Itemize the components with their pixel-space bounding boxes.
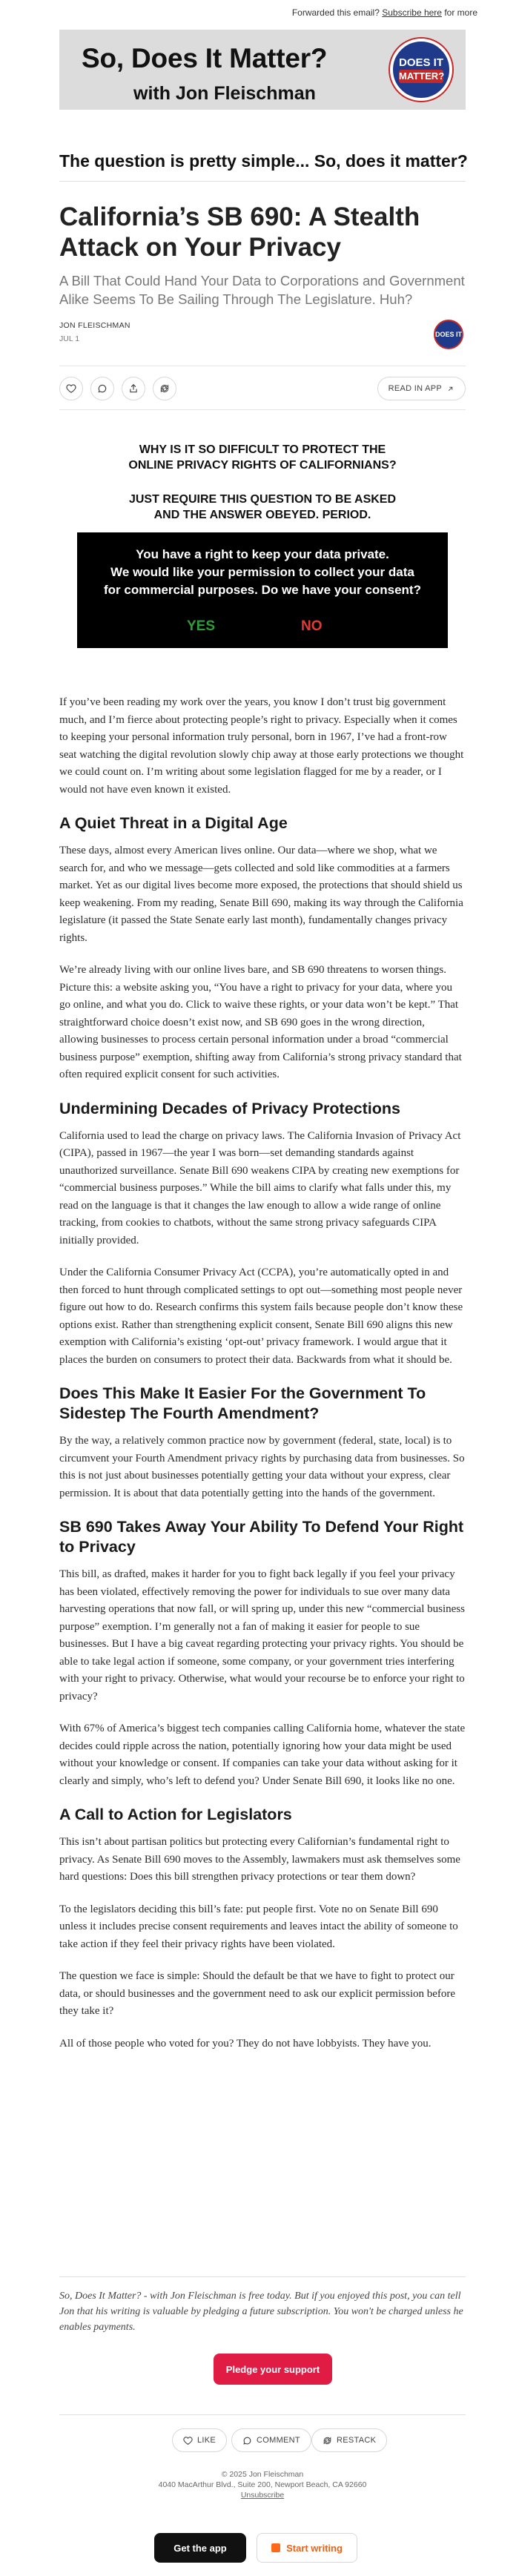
paragraph: By the way, a relatively common practice now by government (federal, state, local) is to circumvent your Fourth Amendment privacy rights by purchasing data from businesses. So this is not just about businesses potentially getting your data without your express, clear permission. It is about that data potentially getting into the hands of the government. xyxy=(59,1435,465,1499)
substack-logo-icon xyxy=(271,2543,280,2552)
graphic-heading-1 xyxy=(59,442,466,473)
comment-icon xyxy=(97,383,108,394)
newsletter-logo xyxy=(390,39,452,101)
read-in-app-label: READ IN APP xyxy=(388,384,442,393)
footer-comment-button[interactable] xyxy=(231,2428,311,2452)
graphic-heading-2-line-1: JUST REQUIRE THIS QUESTION TO BE ASKED xyxy=(128,493,397,506)
post-author[interactable]: JON FLEISCHMAN xyxy=(59,321,130,330)
paragraph: This isn’t about partisan politics but protecting every Californian’s fundamental right to privacy. As Senate Bill 690 moves to the Assembly, lawmakers must ask themselves some hard questions: Does this bill strengthen privacy protections or tear them down? xyxy=(59,1836,460,1883)
start-writing-button[interactable] xyxy=(257,2533,357,2563)
post-body xyxy=(59,694,466,2067)
paragraph: The question we face is simple: Should the default be that we have to fight to protect our data, or should businesses and the government need to ask our explicit permission before they take it? xyxy=(59,1970,456,2017)
restack-button[interactable] xyxy=(153,377,176,400)
consent-graphic-box xyxy=(77,532,448,648)
pledge-support-button[interactable]: Pledge your support xyxy=(214,2354,332,2385)
forwarded-text: Forwarded this email? xyxy=(291,7,380,18)
divider xyxy=(59,2276,466,2277)
graphic-heading-2 xyxy=(59,492,466,523)
read-in-app-button[interactable] xyxy=(377,377,466,400)
comment-button[interactable] xyxy=(90,377,114,400)
comment-icon xyxy=(242,2436,252,2445)
section-heading: Does This Make It Easier For the Government To Sidestep The Fourth Amendment? xyxy=(59,1384,426,1422)
paragraph: To the legislators deciding this bill’s fate: put people first. Vote no on Senate Bill 690 unless it includes precise consent requirements and leaves intact the ability of someone to take action if they feel their privacy rights have been violated. xyxy=(59,1903,458,1950)
paragraph: If you’ve been reading my work over the years, you know I don’t trust big government much, and I’m fierce about protecting people’s right to privacy. Especially when it comes to keeping your personal information truly personal, born in 1967, I’ve had a front-row seat watching the digital revolution slowly chip away at those early protections we thought we could count on. I’m writing about some legislation flagged for me by a reader, or I would not have even known it existed. xyxy=(59,696,464,796)
section-heading: Undermining Decades of Privacy Protections xyxy=(59,1099,400,1117)
section-heading: A Call to Action for Legislators xyxy=(59,1806,292,1823)
forwarded-suffix: for more xyxy=(444,7,477,18)
subscribe-link[interactable]: Subscribe here xyxy=(382,7,442,18)
graphic-heading-1-line-2: ONLINE PRIVACY RIGHTS OF CALIFORNIANS? xyxy=(128,459,397,472)
section-heading: A Quiet Threat in a Digital Age xyxy=(59,814,288,832)
restack-icon xyxy=(323,2436,332,2445)
consent-no-label: NO xyxy=(301,618,323,634)
paragraph: Under the California Consumer Privacy Act (CCPA), you’re automatically opted in and then forced to hunt through complicated settings to opt out—something most people never figure out how to do. Research confirms this system fails because people don’t know these options exist. Rather than strengthening explicit consent, Senate Bill 690 aligns this new exemption with California’s existing ‘opt-out’ privacy framework. I would argue that it places the burden on consumers to protect their data. Backwards from what it should be. xyxy=(59,1266,463,1366)
consent-text xyxy=(77,546,448,599)
unsubscribe-link[interactable]: Unsubscribe xyxy=(240,2491,285,2500)
address-text: 4040 MacArthur Blvd., Suite 200, Newport Beach, CA 92660 xyxy=(158,2480,367,2489)
paragraph: California used to lead the charge on privacy laws. The California Invasion of Privacy Act (CIPA), passed in 1967—the year I was born—set demanding standards against unauthorized surveillance. Senate Bill 690 weakens CIPA by creating new exemptions for “commercial business purposes.” While the bill aims to clarify what falls under this, my read on the language is that it changes the law enough to allow a wide range of online tracking, from cookies to chatbots, without the same strong privacy safeguards CIPA initially provided. xyxy=(59,1129,461,1246)
newsletter-tagline: The question is pretty simple... So, does it matter? xyxy=(59,151,468,171)
paragraph: This bill, as drafted, makes it harder for you to fight back legally if you feel your privacy has been violated, effectively removing the power for individuals to sue over many data harvesting operations that now fall, or will spring up, under this new “commercial business purpose” exemption. I’m generally not a fan of making it easier for people to sue businesses. But I have a big caveat regarding protecting your privacy rights. You should be able to take legal action if someone, some company, or your government tries interfering with your right to privacy. Otherwise, what would your recourse be to enforce your right to privacy? xyxy=(59,1568,465,1703)
forwarded-note xyxy=(292,7,477,18)
logo-text-top: DOES IT xyxy=(398,56,443,69)
footer-info xyxy=(59,2469,466,2500)
restack-icon xyxy=(159,383,170,394)
consent-text-line-2: We would like your permission to collect your data xyxy=(110,565,414,579)
post-action-bar xyxy=(59,366,466,410)
get-app-button[interactable]: Get the app xyxy=(154,2533,246,2563)
section-heading: SB 690 Takes Away Your Ability To Defend Your Right to Privacy xyxy=(59,1518,464,1556)
like-button[interactable] xyxy=(59,377,83,400)
consent-text-line-3: for commercial purposes. Do we have your consent? xyxy=(104,583,421,597)
author-avatar[interactable]: DOES IT xyxy=(434,320,463,349)
pledge-footnote: So, Does It Matter? - with Jon Fleischman is free today. But if you enjoyed this post, you can tell Jon that his writing is valuable by pledging a future subscription. You won't be charged unless he enables payments. xyxy=(59,2291,463,2333)
post-date: JUL 1 xyxy=(59,334,80,343)
heart-icon xyxy=(66,383,76,394)
share-icon xyxy=(128,383,139,394)
share-button[interactable] xyxy=(122,377,145,400)
footer-like-button[interactable] xyxy=(172,2428,227,2452)
divider xyxy=(59,181,466,182)
graphic-heading-1-line-1: WHY IS IT SO DIFFICULT TO PROTECT THE xyxy=(139,443,386,456)
paragraph: These days, almost every American lives online. Our data—where we shop, what we search for, and who we message—gets collected and sold like commodities at a farmers market. Yet as our digital lives become more exposed, the protections that should shield us keep weakening. From my reading, Senate Bill 690, making its way through the California legislature (it passed the State Senate early last month), fundamentally changes privacy rights. xyxy=(59,845,463,944)
consent-text-line-1: You have a right to keep your data private. xyxy=(136,547,389,561)
banner-title: So, Does It Matter? xyxy=(82,43,328,73)
start-writing-label: Start writing xyxy=(286,2542,343,2554)
paragraph: All of those people who voted for you? They do not have lobbyists. They have you. xyxy=(59,2037,432,2050)
paragraph: We’re already living with our online lives bare, and SB 690 threatens to worsen things. Picture this: a website asking you, “You have a right to privacy for your data, where you go online, and what you do. Click to waive these rights, or your data won’t be kept.” That straightforward choice doesn’t exist now, and SB 690 goes in the wrong direction, allowing businesses to process certain personal information under a broad “commercial business purpose” exemption, shifting away from California’s strong privacy standard that often required explicit consent for such activities. xyxy=(59,964,462,1080)
arrow-up-right-icon xyxy=(446,385,454,393)
heart-icon xyxy=(183,2436,193,2445)
like-label: LIKE xyxy=(197,2436,216,2445)
copyright-text: © 2025 Jon Fleischman xyxy=(221,2470,304,2479)
restack-label: RESTACK xyxy=(337,2436,377,2445)
paragraph: With 67% of America’s biggest tech companies calling California home, whatever the state decides could ripple across the nation, potentially ignoring how your data might be used without your knowledge or consent. If companies can take your data without asking for it clearly and simply, who’s left to defend you? Under Senate Bill 690, it looks like no one. xyxy=(59,1723,466,1787)
newsletter-banner[interactable] xyxy=(59,30,466,110)
graphic-heading-2-line-2: AND THE ANSWER OBEYED. PERIOD. xyxy=(153,509,371,521)
comment-label: COMMENT xyxy=(257,2436,300,2445)
footer-restack-button[interactable] xyxy=(311,2428,387,2452)
divider xyxy=(59,2414,466,2415)
logo-text-bottom: MATTER? xyxy=(399,70,445,82)
consent-yes-label: YES xyxy=(187,618,216,634)
post-title[interactable]: California’s SB 690: A Stealth Attack on Your Privacy xyxy=(59,202,420,262)
post-subtitle: A Bill That Could Hand Your Data to Corporations and Government Alike Seems To Be Sailing Through The Legislature. Huh? xyxy=(59,273,465,307)
banner-subtitle: with Jon Fleischman xyxy=(133,83,316,104)
